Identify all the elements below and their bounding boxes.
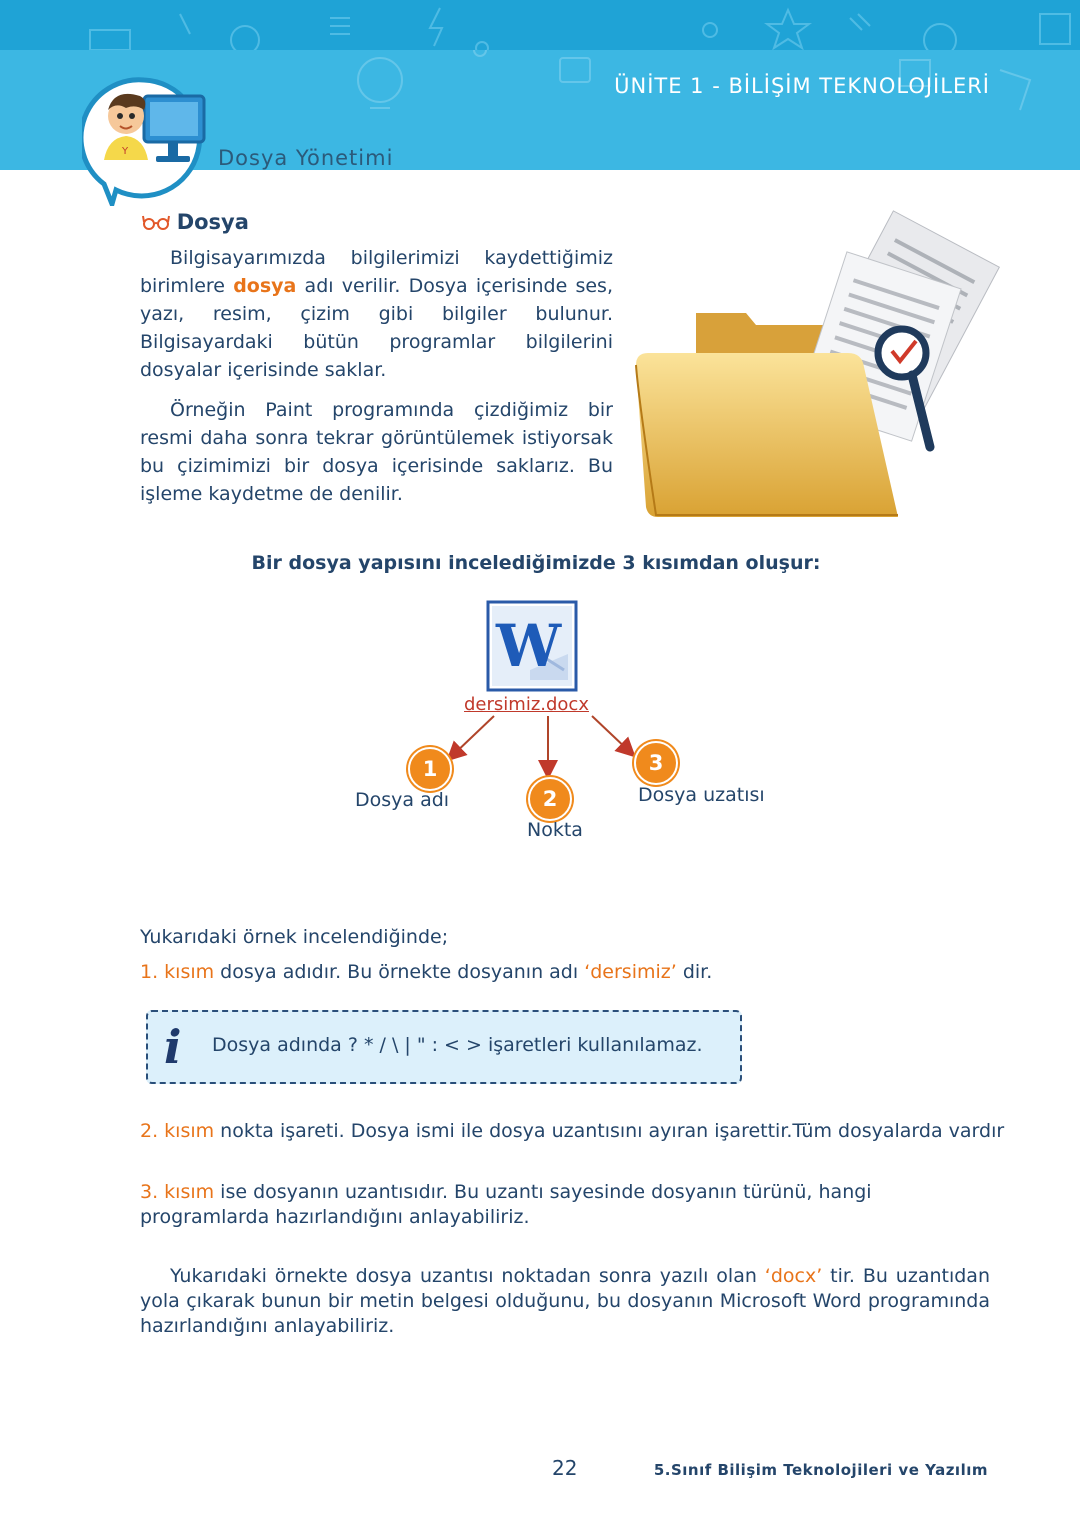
line3-text: ise dosyanın uzantısıdır. Bu uzantı sayesinde dosyanın türünü, hangi programlarda hazırlandığını anlayabiliriz. xyxy=(140,1181,872,1228)
unit-title: ÜNİTE 1 - BİLİŞİM TEKNOLOJİLERİ xyxy=(614,74,990,98)
part-3-label: Dosya uzatısı xyxy=(638,784,765,806)
line1-label: 1. kısım xyxy=(140,961,215,983)
page-number: 22 xyxy=(552,1456,578,1480)
svg-text:Y: Y xyxy=(122,146,129,157)
line1-value: ‘dersimiz’ xyxy=(584,961,677,983)
closing-paragraph xyxy=(140,1264,990,1339)
dosya-heading-text: Dosya xyxy=(176,210,249,234)
part-2-label: Nokta xyxy=(527,819,583,841)
line2-text: nokta işareti. Dosya ismi ile dosya uzantısını ayıran işarettir.Tüm dosyalarda vardır xyxy=(214,1120,1005,1142)
example-file-name: dersimiz.docx xyxy=(464,694,589,715)
structure-title: Bir dosya yapısını incelediğimizde 3 kısımdan oluşur: xyxy=(251,552,821,574)
explanation-line-2 xyxy=(140,1120,1005,1142)
closing-value: ‘docx’ xyxy=(764,1265,823,1287)
part-1-label: Dosya adı xyxy=(355,789,450,811)
closing-before: Yukarıdaki örnekte dosya uzantısı noktadan sonra yazılı olan xyxy=(170,1265,765,1287)
explanation-line-3 xyxy=(140,1180,990,1230)
part-2-badge: 2 xyxy=(528,777,572,821)
p2-text: Örneğin Paint programında çizdiğimiz bir resmi daha sonra tekrar görüntülemek istiyorsak bu çizimimizi bir dosya içerisinde saklarız. Bu işleme kaydetme de denilir. xyxy=(140,399,613,505)
line1-before: dosya adıdır. Bu örnekte dosyanın adı xyxy=(214,961,585,983)
info-icon: i xyxy=(164,1020,182,1074)
line1-after: dir. xyxy=(676,961,713,983)
line2-label: 2. kısım xyxy=(140,1120,215,1142)
svg-text:W: W xyxy=(496,612,562,680)
part-3-badge: 3 xyxy=(634,741,678,785)
p1-highlight: dosya xyxy=(233,275,297,297)
line3-label: 3. kısım xyxy=(140,1181,215,1203)
book-title: 5.Sınıf Bilişim Teknolojileri ve Yazılım xyxy=(653,1461,988,1479)
p1-before: Bilgisayarımızda bilgilerimizi kaydettiğimiz birimlere xyxy=(140,247,613,297)
closing-after: tir. Bu uzantıdan yola çıkarak bunun bir metin belgesi olduğunu, bu dosyanın Microsoft Word programında hazırlandığını anlayabiliriz. xyxy=(140,1265,990,1337)
info-box xyxy=(146,1010,742,1084)
explanation-line-1 xyxy=(140,961,712,983)
explanation-intro: Yukarıdaki örnek incelendiğinde; xyxy=(140,926,449,948)
info-box-text: Dosya adında ? * / \ | " : < > işaretleri kullanılamaz. xyxy=(212,1034,703,1056)
p1-after: adı verilir. Dosya içerisinde ses, yazı, resim, çizim gibi bilgiler bulunur. Bilgisayardaki bütün programlar bilgilerini dosyalar içerisinde saklar. xyxy=(140,275,613,381)
section-title: Dosya Yönetimi xyxy=(218,146,394,170)
part-1-badge: 1 xyxy=(408,747,452,791)
